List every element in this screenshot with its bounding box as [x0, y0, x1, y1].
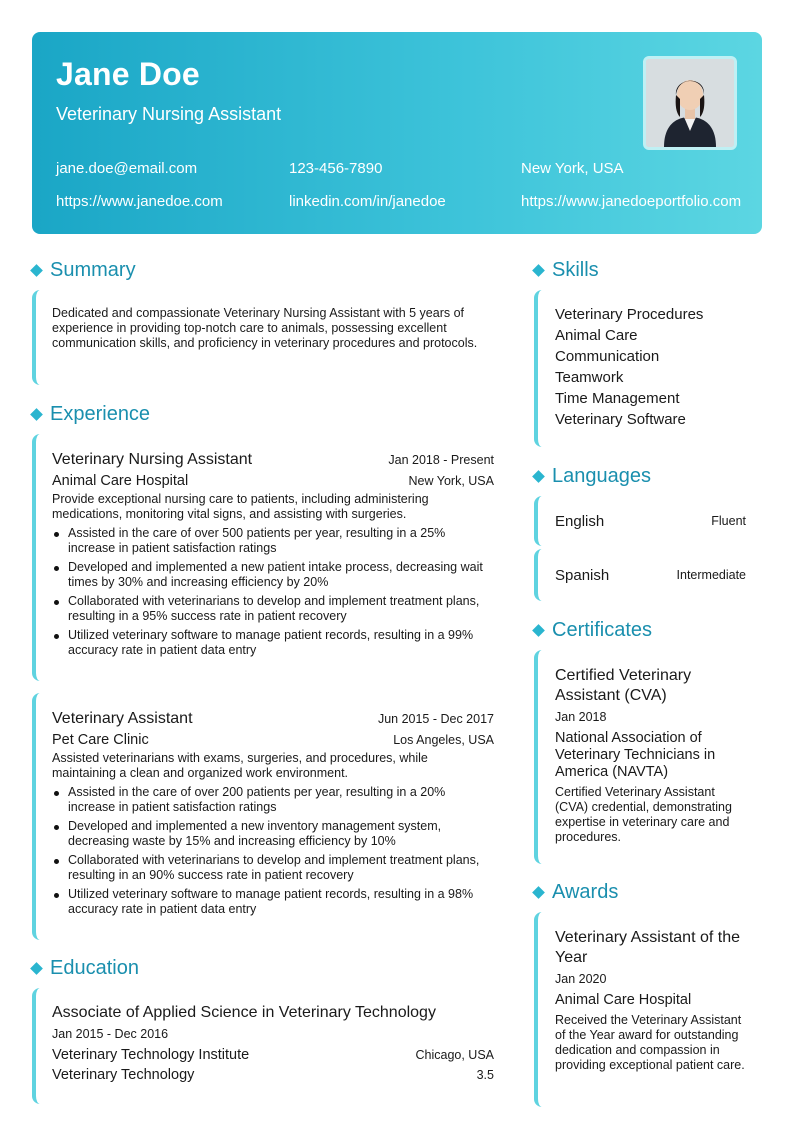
job-bullets	[52, 526, 494, 658]
skills-heading	[534, 259, 599, 282]
job-date: Jun 2015 - Dec 2017	[377, 712, 494, 726]
experience-item	[32, 434, 506, 681]
award-date: Jan 2020	[555, 972, 607, 986]
gpa: 3.5	[476, 1068, 494, 1082]
contact-linkedin[interactable]: linkedin.com/in/janedoe	[289, 193, 446, 210]
candidate-name: Jane Doe	[56, 56, 200, 92]
job-company: Pet Care Clinic	[52, 732, 149, 748]
skill-item: Animal Care	[555, 327, 638, 344]
experience-heading	[32, 403, 150, 426]
education-card	[32, 988, 506, 1104]
summary-heading	[32, 259, 136, 282]
job-description: Provide exceptional nursing care to patients, including administering medications, monitoring vital signs, and assisting with surgeries.	[52, 492, 429, 521]
diamond-icon	[532, 264, 545, 277]
list-item: Assisted in the care of over 200 patients per year, resulting in a 20% increase in patient satisfaction ratings	[52, 785, 494, 815]
skills-card	[534, 290, 762, 447]
list-item: Collaborated with veterinarians to develop and implement treatment plans, resulting in an 90% success rate in patient recovery	[52, 853, 494, 883]
skill-item: Time Management	[555, 390, 680, 407]
diamond-icon	[532, 624, 545, 637]
contact-location: New York, USA	[521, 160, 624, 177]
award-issuer: Animal Care Hospital	[555, 992, 692, 1008]
list-item: Utilized veterinary software to manage patient records, resulting in a 99% accuracy rate in patient data entry	[52, 628, 494, 658]
certificate-name: Certified Veterinary Assistant (CVA)	[555, 667, 692, 704]
degree: Associate of Applied Science in Veterinary Technology	[52, 1004, 436, 1021]
candidate-role: Veterinary Nursing Assistant	[56, 104, 282, 124]
experience-title: Experience	[50, 403, 151, 425]
contact-email[interactable]: jane.doe@email.com	[56, 160, 198, 177]
job-description: Assisted veterinarians with exams, surgeries, and procedures, while maintaining a clean and organized work environment.	[52, 751, 428, 780]
job-bullets	[52, 785, 494, 917]
skill-item: Veterinary Software	[555, 411, 686, 428]
school-name: Veterinary Technology Institute	[52, 1047, 250, 1063]
diamond-icon	[30, 264, 43, 277]
school-location: Chicago, USA	[415, 1048, 494, 1062]
education-title: Education	[50, 957, 139, 979]
language-item	[534, 549, 762, 601]
skill-item: Veterinary Procedures	[555, 306, 704, 323]
diamond-icon	[30, 962, 43, 975]
job-location: Los Angeles, USA	[393, 733, 494, 747]
awards-title: Awards	[552, 881, 619, 903]
list-item: Developed and implemented a new inventory management system, decreasing waste by 15% and increasing efficiency by 10%	[52, 819, 494, 849]
language-level: Fluent	[711, 514, 746, 528]
award-description: Received the Veterinary Assistant of the Year award for outstanding dedication and compassion in providing exceptional patient care.	[555, 1013, 745, 1072]
certificate-date: Jan 2018	[555, 710, 607, 724]
contact-website[interactable]: https://www.janedoe.com	[56, 193, 223, 210]
job-location: New York, USA	[408, 474, 494, 488]
languages-heading	[534, 465, 651, 488]
summary-card	[32, 290, 506, 385]
job-title: Veterinary Assistant	[52, 710, 193, 727]
language-name: Spanish	[555, 566, 610, 584]
list-item: Developed and implemented a new patient intake process, decreasing wait times by 30% and increasing efficiency by 20%	[52, 560, 494, 590]
list-item: Collaborated with veterinarians to develop and implement treatment plans, resulting in a 95% success rate in patient recovery	[52, 594, 494, 624]
diamond-icon	[532, 886, 545, 899]
resume-header	[32, 32, 762, 234]
diamond-icon	[532, 470, 545, 483]
language-name: English	[555, 512, 605, 530]
education-heading	[32, 957, 139, 980]
certificates-heading	[534, 619, 652, 642]
job-date: Jan 2018 - Present	[388, 453, 494, 467]
languages-title: Languages	[552, 465, 651, 487]
award-card	[534, 912, 762, 1107]
education-date: Jan 2015 - Dec 2016	[52, 1027, 169, 1041]
language-level: Intermediate	[676, 568, 746, 582]
summary-title: Summary	[50, 259, 136, 281]
certificates-title: Certificates	[552, 619, 653, 641]
field-of-study: Veterinary Technology	[52, 1067, 195, 1083]
certificate-description: Certified Veterinary Assistant (CVA) credential, demonstrating expertise in veterinary care and procedures.	[555, 785, 732, 844]
skill-item: Communication	[555, 348, 660, 365]
contact-portfolio[interactable]: https://www.janedoeportfolio.com	[521, 193, 742, 210]
language-item	[534, 496, 762, 546]
profile-photo	[643, 56, 737, 150]
list-item: Utilized veterinary software to manage patient records, resulting in a 98% accuracy rate in patient data entry	[52, 887, 494, 917]
job-company: Animal Care Hospital	[52, 473, 189, 489]
award-name: Veterinary Assistant of the Year	[555, 929, 740, 966]
certificate-card	[534, 650, 762, 864]
list-item: Assisted in the care of over 500 patients per year, resulting in a 25% increase in patient satisfaction ratings	[52, 526, 494, 556]
person-photo-icon	[646, 59, 734, 147]
job-title: Veterinary Nursing Assistant	[52, 451, 253, 468]
skills-title: Skills	[552, 259, 599, 281]
experience-item	[32, 693, 506, 940]
awards-heading	[534, 881, 618, 904]
skill-item: Teamwork	[555, 369, 624, 386]
certificate-issuer: National Association of Veterinary Technicians in America (NAVTA)	[555, 730, 716, 780]
contact-phone[interactable]: 123-456-7890	[289, 160, 383, 177]
diamond-icon	[30, 408, 43, 421]
summary-text: Dedicated and compassionate Veterinary Nursing Assistant with 5 years of experience in providing top-notch care to animals, possessing excellent communication skills, and proficiency in veterinary procedures and protocols.	[52, 306, 478, 350]
